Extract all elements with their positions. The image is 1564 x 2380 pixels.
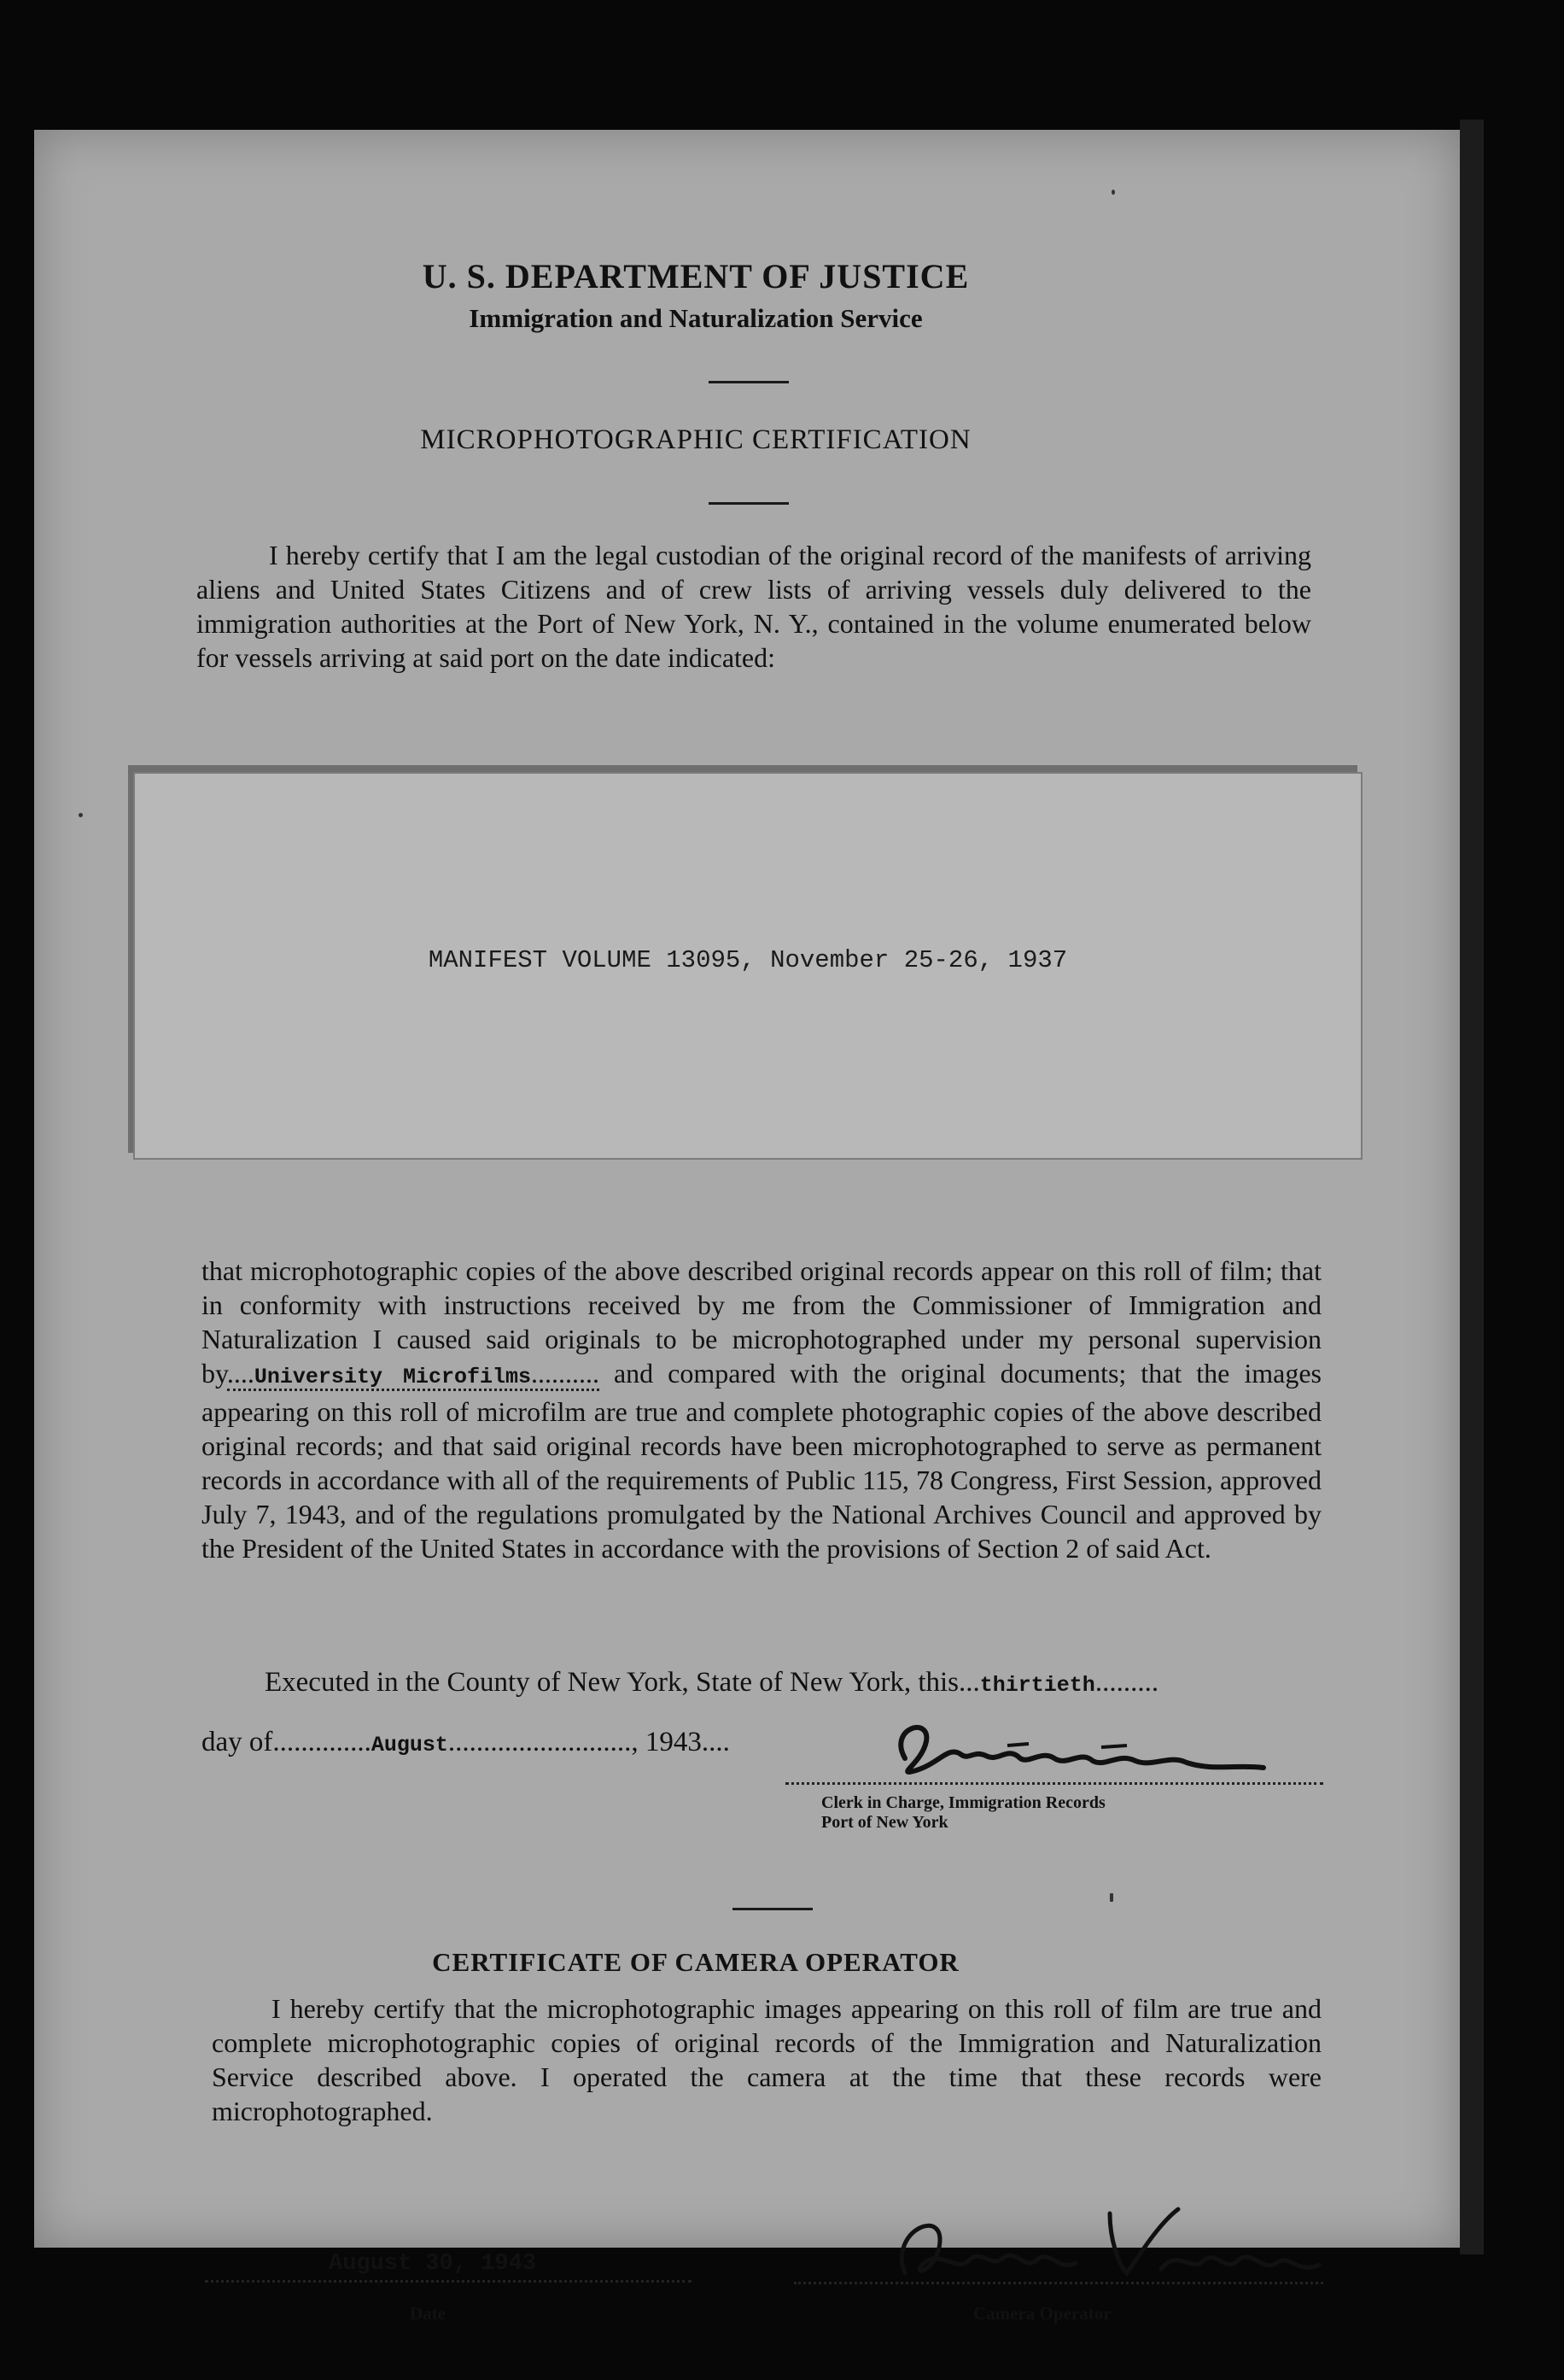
executed-line: Executed in the County of New York, State of New York, this...thirtieth......... [265,1667,1159,1698]
clerk-caption [821,1793,1106,1833]
date-value: August 30, 1943 [329,2251,537,2277]
film-speck [1112,190,1115,195]
year-value: , 1943 [631,1727,702,1757]
department-title: U. S. DEPARTMENT OF JUSTICE [422,257,970,295]
date-line [205,2280,692,2283]
service-subtitle: Immigration and Naturalization Service [469,303,923,333]
film-speck [1110,1893,1113,1902]
title-divider [709,502,789,505]
certification-body [201,1254,1322,1565]
body-part1: that microphotographic copies of the above described original records appear on this roll of film; that in conformity with instructions received by me from the Commissioner of Immigration and Naturalization I caused said originals to be microphotographed under my personal supervision by [201,1255,1322,1389]
certification-title: MICROPHOTOGRAPHIC CERTIFICATION [420,424,972,455]
microfilmer-fill: ....University Microfilms.......... [226,1358,599,1389]
date-label: Date [410,2303,446,2324]
day-of-line: day of..............August.........................., 1943.... [201,1727,730,1757]
camera-operator-title: CERTIFICATE OF CAMERA OPERATOR [432,1947,960,1977]
section-divider [732,1908,813,1910]
microfilmer-value: University Microfilms [254,1365,531,1389]
film-speck [79,813,83,817]
executed-day-value: thirtieth [979,1673,1095,1698]
clerk-signature [879,1711,1289,1788]
certificate-page [34,130,1460,2324]
page-edge-shadow [1460,120,1484,2254]
body-part2: and compared with the original documents; that the images appearing on this roll of microfilm are true and complete photographic copies of the above described original records; and that said original records have been microphotographed to serve as permanent records in accordance with all of the requirements of Public 115, 78 Congress, First Session, approved July 7, 1943, and of the regulations promulgated by the National Archives Council and approved by the President of the United States in accordance with the provisions of Section 2 of said Act. [201,1358,1322,1564]
month-value: August [371,1733,448,1757]
certification-intro: I hereby certify that I am the legal custodian of the original record of the manifests of arriving aliens and United States Citizens and of crew lists of arriving vessels duly delivered to the immigration authorities at the Port of New York, N. Y., contained in the volume enumerated below for vessels arriving at said port on the date indicated: [196,540,1311,673]
operator-label: Camera Operator [973,2303,1112,2324]
manifest-volume-text: MANIFEST VOLUME 13095, November 25-26, 1937 [428,946,1068,974]
operator-signature [854,2196,1332,2290]
manifest-volume-slip [133,772,1363,1160]
header-divider [709,381,789,383]
day-of-prefix: day of [201,1727,273,1757]
clerk-title-line1: Clerk in Charge, Immigration Records [821,1793,1106,1812]
executed-prefix: Executed in the County of New York, State of New York, this [265,1667,960,1698]
camera-operator-text: I hereby certify that the microphotographic images appearing on this roll of film are true and complete microphotographic copies of original records of the Immigration and Naturalization Service described above. I operated the camera at the time that these records were microphotographed. [212,1993,1322,2126]
clerk-title-line2: Port of New York [821,1813,948,1832]
